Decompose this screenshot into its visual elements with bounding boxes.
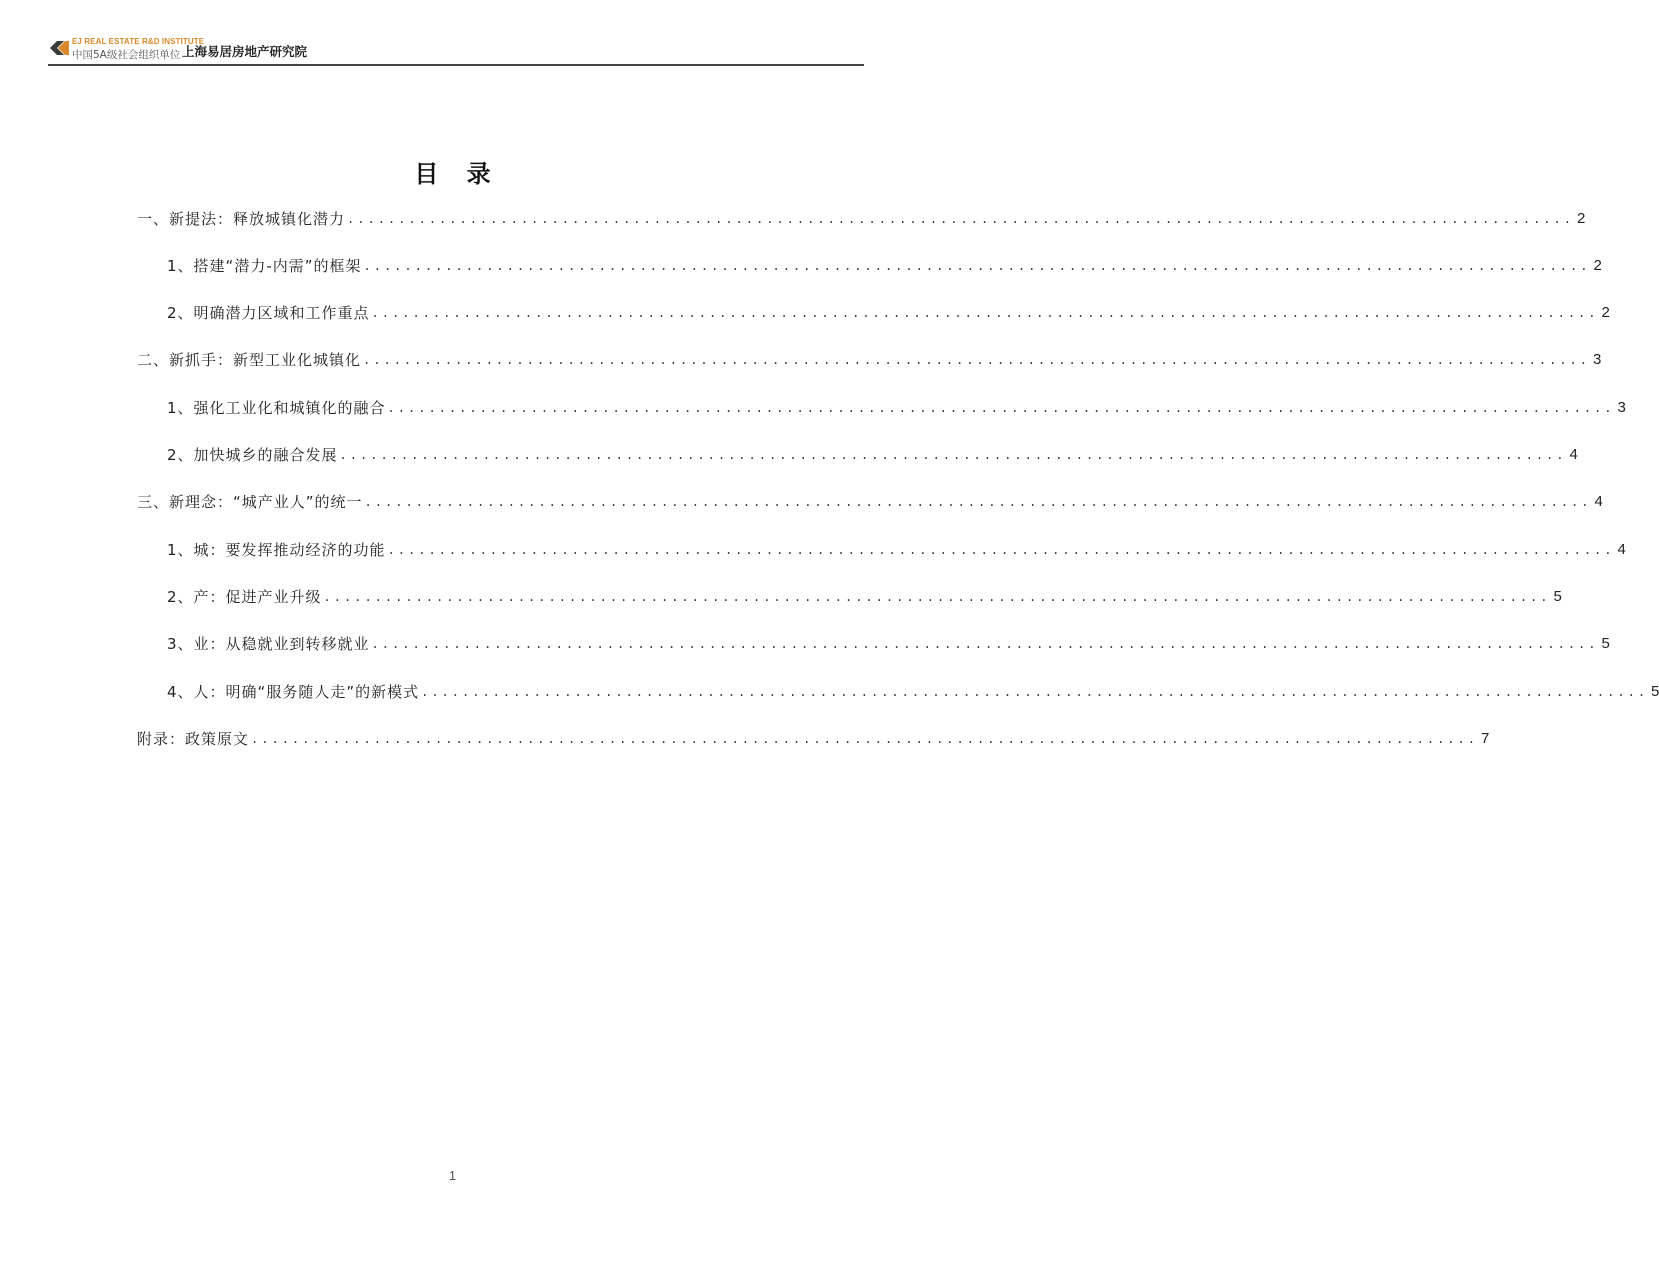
toc-entry[interactable] [137,727,1490,751]
toc-entry-page: 5 [1601,635,1610,652]
toc-entry-label: 4、人：明确“服务随人走”的新模式 [167,683,420,701]
toc-entry-page: 2 [1601,304,1610,321]
toc-entry-label: 2、加快城乡的融合发展 [167,446,338,464]
logo-english-text: EJ REAL ESTATE R&D INSTITUTE [72,37,205,46]
toc-entry[interactable] [167,538,1626,562]
toc-dot-leader: ........................................................................................................................ [323,590,1551,604]
toc-entry[interactable] [167,585,1562,609]
toc-entry-label: 三、新理念：“城产业人”的统一 [137,493,363,511]
logo-chinese-text: 中国5A级社会组织单位 [72,49,181,61]
toc-dot-leader: ........................................................................................................................ [421,685,1649,699]
toc-entry[interactable] [167,301,1610,325]
toc-entry-label: 2、明确潜力区域和工作重点 [167,304,370,322]
toc-entry-page: 2 [1576,210,1586,227]
toc-dot-leader: ........................................................................................................................ [364,495,1592,509]
toc-entry-label: 3、业：从稳就业到转移就业 [167,635,370,653]
toc-dot-leader: ........................................................................................................................ [387,543,1615,557]
toc-entry[interactable] [167,632,1610,656]
toc-entry-label: 一、新提法：释放城镇化潜力 [137,210,346,228]
toc-dot-leader: ........................................................................................................................ [363,353,1590,367]
toc-entry-page: 2 [1593,257,1602,274]
toc-dot-leader: ........................................................................................................................ [371,637,1599,651]
toc-entry-label: 1、城：要发挥推动经济的功能 [167,541,386,559]
toc-dot-leader: ........................................................................................................................ [363,259,1591,273]
page-number: 1 [448,1168,457,1183]
toc-title: 目 录 [414,160,501,188]
toc-entry[interactable] [137,490,1603,514]
toc-dot-leader: ........................................................................................................................ [339,448,1567,462]
toc-entry-label: 1、强化工业化和城镇化的融合 [167,399,386,417]
toc-entry[interactable] [167,396,1626,420]
toc-entry-page: 3 [1592,351,1602,368]
toc-entry-page: 5 [1553,588,1562,605]
toc-entry-page: 5 [1651,683,1659,700]
toc-entry[interactable] [137,348,1602,372]
toc-entry[interactable] [167,443,1578,467]
toc-entry-label: 二、新抓手：新型工业化城镇化 [137,351,362,369]
toc-entry[interactable] [137,207,1586,231]
toc-entry-label: 1、搭建“潜力-内需”的框架 [167,257,362,275]
toc-entry-page: 7 [1480,730,1490,747]
toc-entry[interactable] [167,680,1659,704]
toc-entry-page: 4 [1617,541,1626,558]
toc-dot-leader: ........................................................................................................................ [251,732,1478,746]
toc-entry-label: 附录：政策原文 [137,730,250,748]
toc-entry-label: 2、产：促进产业升级 [167,588,322,606]
toc-entry-page: 4 [1569,446,1578,463]
institute-name: 上海易居房地产研究院 [182,44,308,59]
toc-entry-page: 3 [1617,399,1626,416]
toc-entry-page: 4 [1594,493,1603,510]
toc-entry[interactable] [167,254,1602,278]
toc-dot-leader: ........................................................................................................................ [347,212,1574,226]
toc-dot-leader: ........................................................................................................................ [371,306,1599,320]
toc-dot-leader: ........................................................................................................................ [387,401,1615,415]
